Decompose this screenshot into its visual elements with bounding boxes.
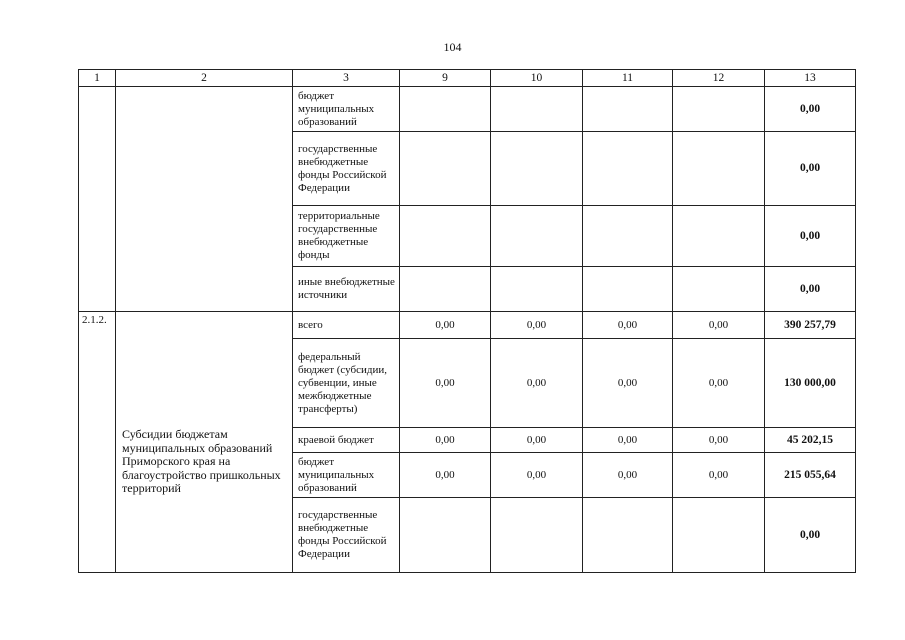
value-cell: 0,00 xyxy=(583,339,673,428)
funding-source: территориальные государственные внебюджетные фонды xyxy=(293,206,400,267)
funding-source: всего xyxy=(293,312,400,339)
page-number: 104 xyxy=(443,40,462,54)
total-cell: 0,00 xyxy=(765,87,856,132)
table-row xyxy=(79,87,856,132)
value-cell xyxy=(400,267,491,312)
value-cell xyxy=(583,267,673,312)
col-header: 10 xyxy=(491,70,583,87)
empty-cell xyxy=(79,87,116,312)
value-cell xyxy=(400,206,491,267)
col-header: 3 xyxy=(293,70,400,87)
funding-source: иные внебюджетные источники xyxy=(293,267,400,312)
value-cell xyxy=(491,267,583,312)
budget-table xyxy=(78,69,856,573)
total-cell: 0,00 xyxy=(765,267,856,312)
funding-source: государственные внебюджетные фонды Российской Федерации xyxy=(293,132,400,206)
col-header: 9 xyxy=(400,70,491,87)
value-cell: 0,00 xyxy=(673,339,765,428)
value-cell: 0,00 xyxy=(491,428,583,453)
value-cell xyxy=(583,498,673,573)
value-cell: 0,00 xyxy=(491,453,583,498)
funding-source: краевой бюджет xyxy=(293,428,400,453)
header-row xyxy=(79,70,856,87)
total-cell: 0,00 xyxy=(765,498,856,573)
value-cell: 0,00 xyxy=(583,312,673,339)
value-cell: 0,00 xyxy=(400,339,491,428)
section-name xyxy=(116,312,293,573)
value-cell xyxy=(491,206,583,267)
total-cell: 390 257,79 xyxy=(765,312,856,339)
value-cell: 0,00 xyxy=(400,453,491,498)
col-header: 1 xyxy=(79,70,116,87)
value-cell xyxy=(673,132,765,206)
value-cell xyxy=(583,206,673,267)
value-cell: 0,00 xyxy=(673,428,765,453)
col-header: 11 xyxy=(583,70,673,87)
funding-source: государственные внебюджетные фонды Российской Федерации xyxy=(293,498,400,573)
funding-source: федеральный бюджет (субсидии, субвенции, иные межбюджетные трансферты) xyxy=(293,339,400,428)
value-cell xyxy=(673,206,765,267)
value-cell xyxy=(583,87,673,132)
funding-source: бюджет муниципальных образований xyxy=(293,87,400,132)
value-cell: 0,00 xyxy=(583,428,673,453)
total-cell: 215 055,64 xyxy=(765,453,856,498)
value-cell xyxy=(400,132,491,206)
empty-cell xyxy=(116,87,293,312)
total-cell: 0,00 xyxy=(765,206,856,267)
value-cell xyxy=(491,498,583,573)
col-header: 2 xyxy=(116,70,293,87)
section-number: 2.1.2. xyxy=(79,312,116,573)
value-cell: 0,00 xyxy=(673,312,765,339)
value-cell xyxy=(400,498,491,573)
value-cell: 0,00 xyxy=(400,428,491,453)
total-cell: 45 202,15 xyxy=(765,428,856,453)
value-cell xyxy=(491,132,583,206)
table-row xyxy=(79,312,856,339)
total-cell: 0,00 xyxy=(765,132,856,206)
value-cell xyxy=(491,87,583,132)
value-cell: 0,00 xyxy=(491,339,583,428)
funding-source: бюджет муниципальных образований xyxy=(293,453,400,498)
col-header: 13 xyxy=(765,70,856,87)
value-cell: 0,00 xyxy=(491,312,583,339)
value-cell xyxy=(673,498,765,573)
value-cell: 0,00 xyxy=(583,453,673,498)
value-cell xyxy=(583,132,673,206)
value-cell xyxy=(400,87,491,132)
section-name-text: Субсидии бюджетам муниципальных образований Приморского края на благоустройство пришкольных территорий xyxy=(122,427,281,496)
value-cell: 0,00 xyxy=(673,453,765,498)
value-cell xyxy=(673,87,765,132)
value-cell xyxy=(673,267,765,312)
value-cell: 0,00 xyxy=(400,312,491,339)
col-header: 12 xyxy=(673,70,765,87)
total-cell: 130 000,00 xyxy=(765,339,856,428)
